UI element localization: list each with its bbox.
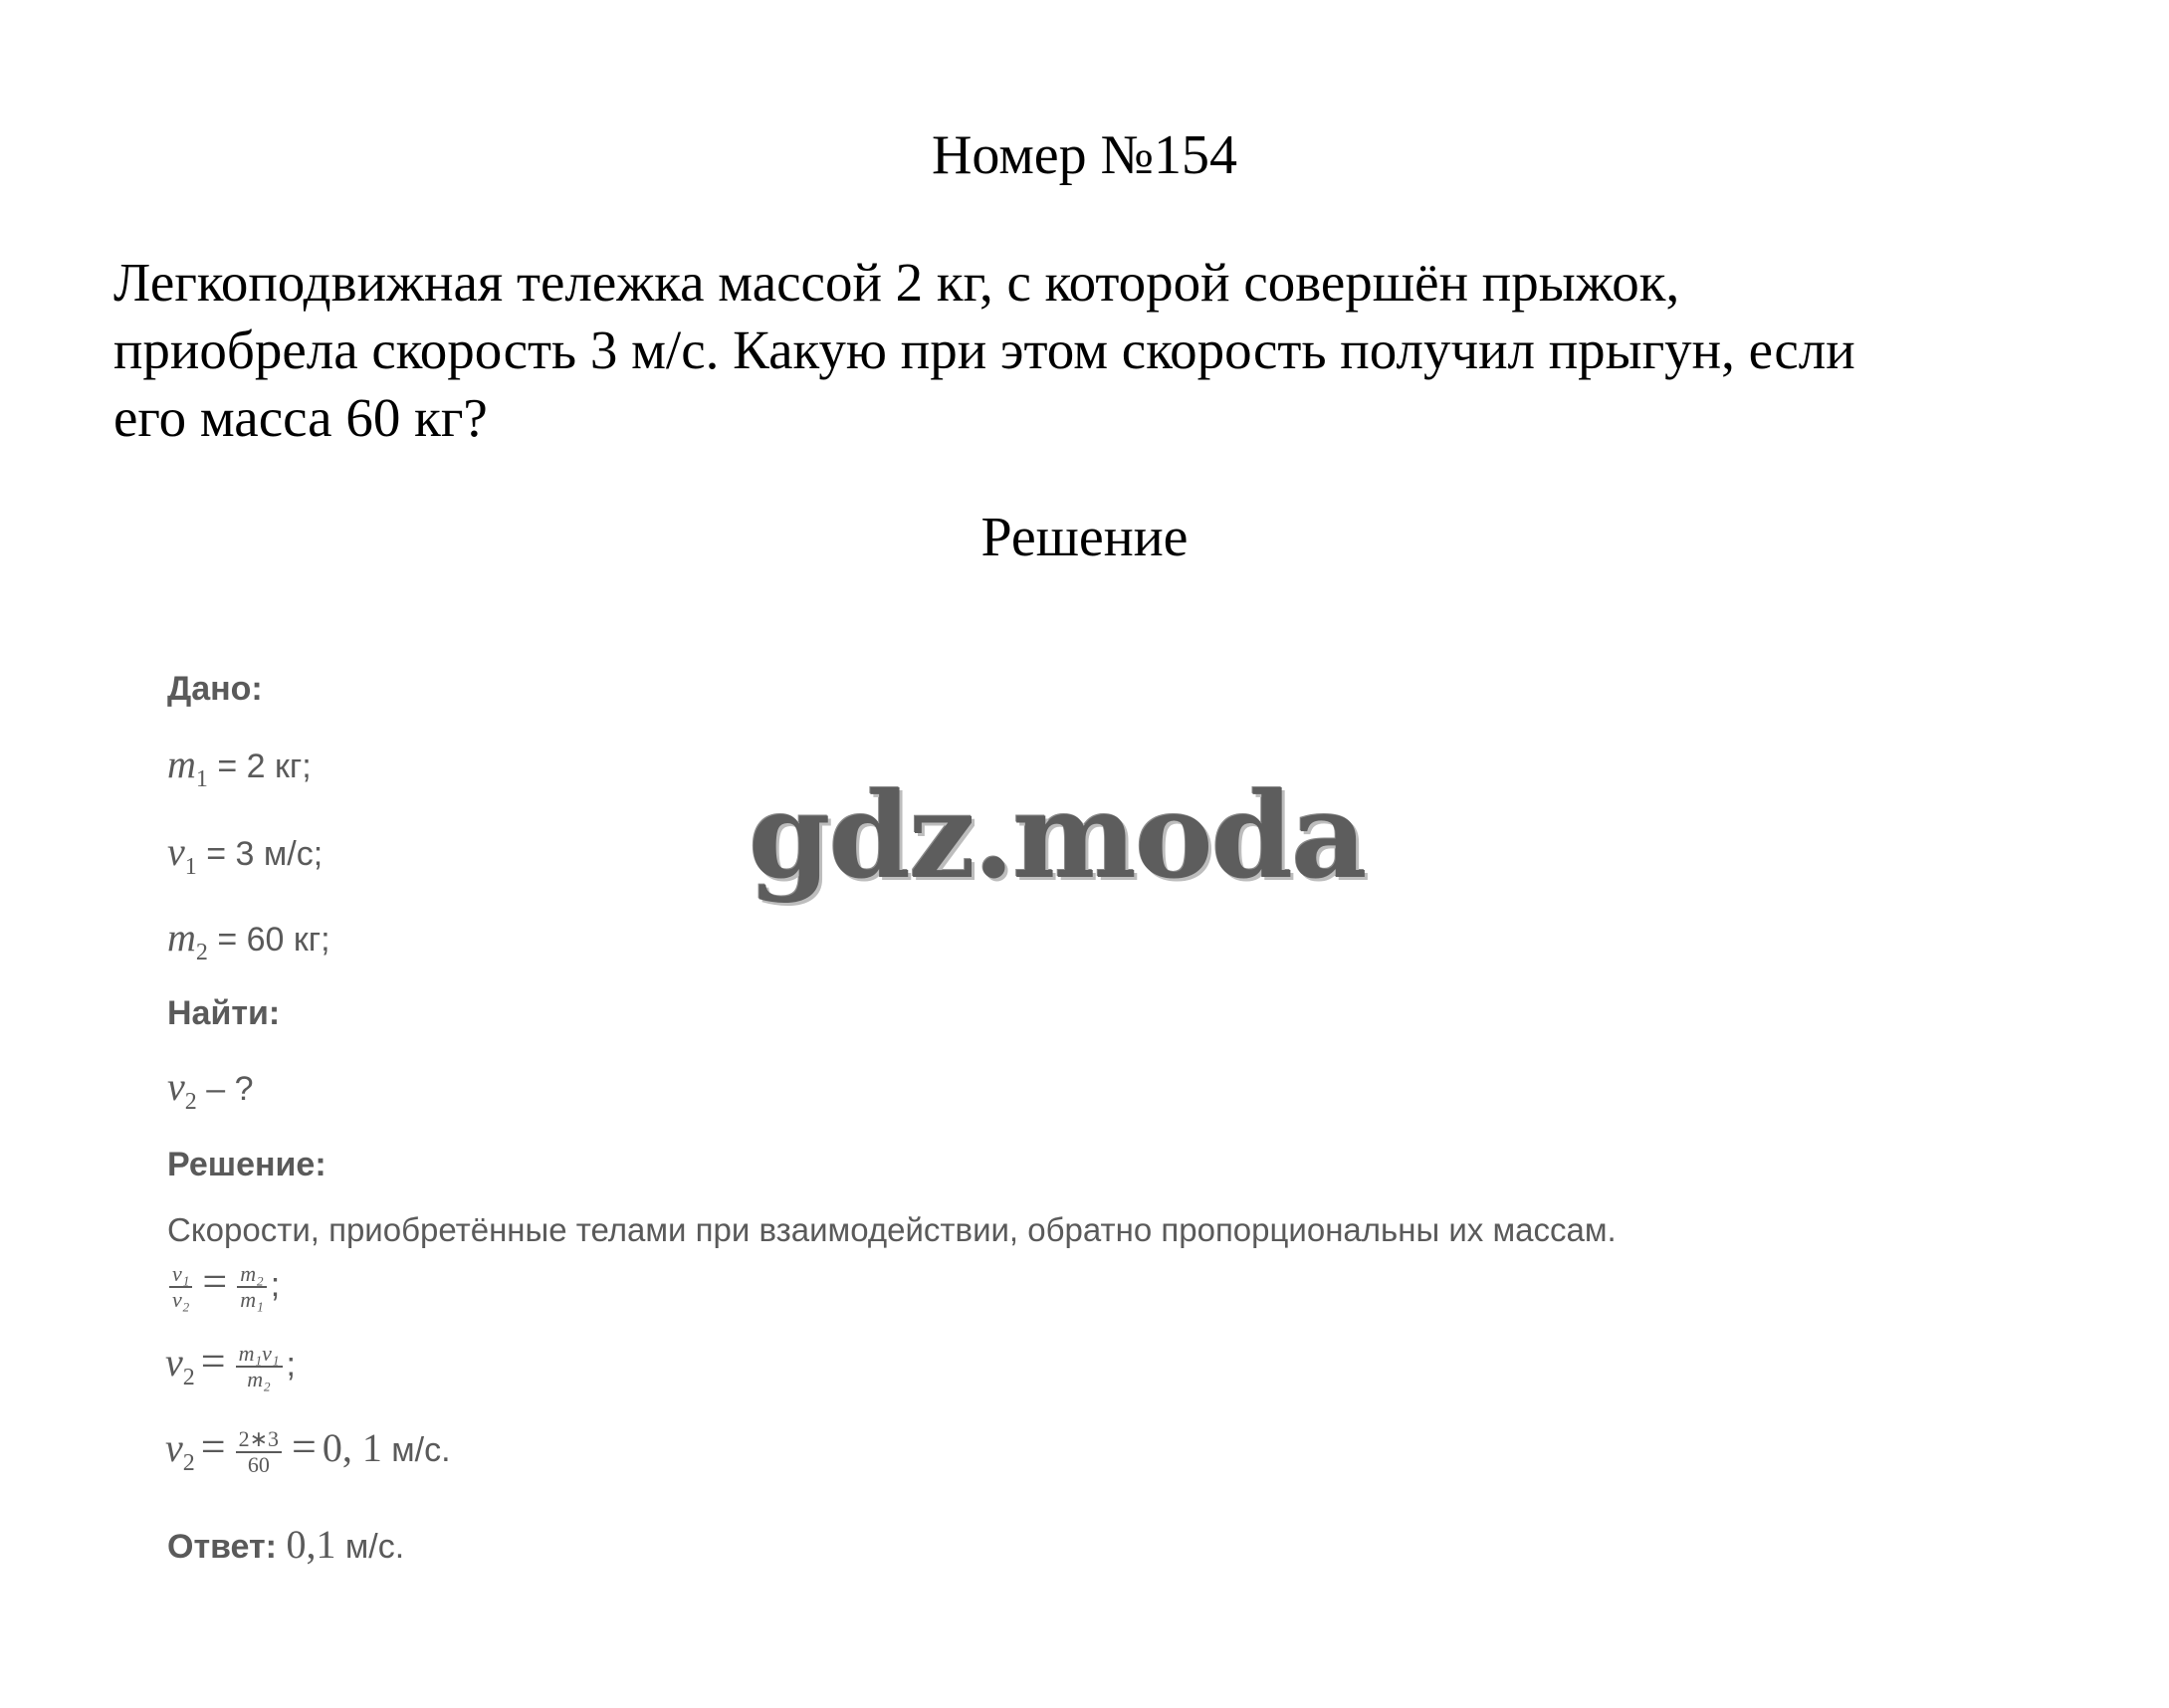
- var-v2: $v_2$: [167, 1064, 197, 1115]
- var-m2: $m_2$: [167, 915, 208, 965]
- answer-label: Ответ:: [167, 1528, 277, 1566]
- equation-1: $\frac{\text{v₁}}{\text{v₂}}$ = $\frac{\text{m₂}}{\text{m₁}}$ ;: [165, 1262, 280, 1312]
- problem-line: приобрела скорость 3 м/с. Какую при этом скорость получил прыгун, если: [113, 320, 1855, 380]
- watermark-logo: gdz.moda: [749, 766, 1366, 905]
- solution-label: Решение:: [167, 1146, 326, 1183]
- solution-text: Скорости, приобретённые телами при взаимодействии, обратно пропорциональны их массам.: [167, 1211, 1617, 1248]
- find-label: Найти:: [167, 994, 281, 1032]
- fraction-v1-v2: $\frac{\text{v₁}}{\text{v₂}}$: [169, 1262, 192, 1312]
- page-title: Номер №154: [931, 124, 1238, 186]
- fraction-m1v1-m2: $\frac{\text{m₁v₁}}{\text{m₂}}$: [236, 1342, 283, 1391]
- find-v2: $v_2$ – ?: [167, 1064, 254, 1115]
- problem-text: [113, 249, 2084, 452]
- given-m2: $m_2 = 60$ кг;: [167, 915, 330, 965]
- equation-3: $v_2$ = $\frac{2∗3}{60}$ = 0, 1 м/с.: [165, 1422, 451, 1478]
- given-v1: $v_1 = 3$ м/с;: [167, 829, 324, 880]
- var-m1: $m_1$: [167, 742, 208, 792]
- equation-2: $v_2$ = $\frac{\text{m₁v₁}}{\text{m₂}}$ ;: [165, 1337, 296, 1392]
- problem-line: Легкоподвижная тележка массой 2 кг, с которой совершён прыжок,: [113, 252, 1680, 313]
- answer-value: 0,1: [286, 1522, 336, 1567]
- given-m1: $m_1 = 2$ кг;: [167, 742, 312, 792]
- var-v1: $v_1$: [167, 829, 197, 880]
- solution-heading: Решение: [980, 507, 1189, 568]
- fraction-m2-m1: $\frac{\text{m₂}}{\text{m₁}}$: [237, 1262, 267, 1312]
- fraction-2x3-60: $\frac{2∗3}{60}$: [236, 1427, 282, 1477]
- given-label: Дано:: [167, 670, 263, 708]
- answer: Ответ: 0,1 м/с.: [167, 1522, 405, 1567]
- problem-line: его масса 60 кг?: [113, 387, 488, 448]
